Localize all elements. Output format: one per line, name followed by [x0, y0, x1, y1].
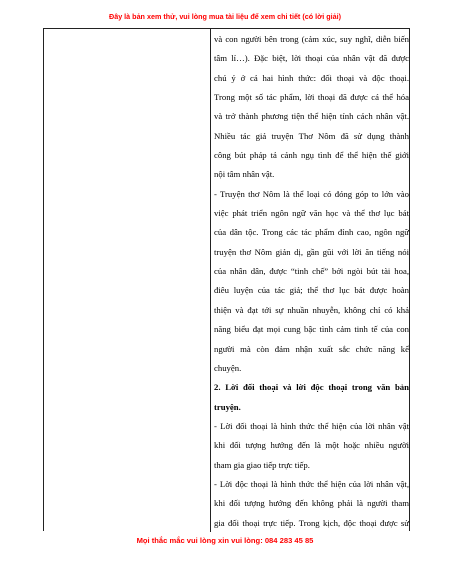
text-line: việc phát triển ngôn ngữ văn học và thể thơ lục bát [214, 208, 409, 219]
text-line: chuyện. [214, 362, 242, 373]
text-column [214, 30, 409, 530]
text-line: tham gia giao tiếp trực tiếp. [214, 459, 310, 470]
text-line: Trong một số tác phẩm, lời thoại đã được cá thể hóa [214, 92, 409, 103]
text-line: và con người bên trong (cảm xúc, suy nghĩ, diễn biến [214, 34, 409, 44]
preview-notice-banner: Đây là bản xem thử, vui lòng mua tài liệu để xem chi tiết (có lời giải) [109, 12, 341, 21]
text-line: Nhiều tác giả truyện Thơ Nôm đã sử dụng thành [214, 130, 409, 141]
text-line: khi đối tượng hướng đến là một hoặc nhiều người [214, 440, 409, 451]
section-heading: 2. Lời đối thoại và lời độc thoại trong văn bản [214, 382, 409, 393]
text-line: - Truyện thơ Nôm là thể loại có đóng góp to lớn vào [214, 188, 409, 199]
column-divider [210, 29, 211, 532]
text-line: năng biểu đạt mọi cung bậc tình cảm tinh tế của con [214, 324, 409, 335]
text-line: thiện và đạt tới sự nhuần nhuyễn, không chỉ có khả [214, 304, 409, 315]
text-line: truyện thơ Nôm giản dị, gần gũi với lời ăn tiếng nói [214, 246, 409, 257]
section-heading: truyện. [214, 401, 241, 412]
text-line: của nhân dân, được “tinh chế” bởi ngòi bút tài hoa, [214, 266, 409, 277]
text-line: - Lời đối thoại là hình thức thể hiện của lời nhân vật [214, 420, 409, 431]
text-line: và trở thành phương tiện thể hiện tính cách nhân vật. [214, 111, 409, 122]
text-line: gia đối thoại trực tiếp. Trong kịch, độc thoại được sử [214, 517, 409, 528]
text-line: nội tâm nhân vật. [214, 169, 275, 180]
text-line: người mà còn đảm nhận xuất sắc chức năng kể [214, 343, 409, 354]
text-line: khi đối tượng hướng đến không phải là người tham [214, 498, 409, 509]
text-line: của dân tộc. Trong các tác phẩm đỉnh cao, ngôn ngữ [214, 227, 409, 238]
contact-banner: Mọi thắc mắc vui lòng xin vui lòng: 084 283 45 85 [136, 536, 314, 545]
content-table [43, 28, 410, 531]
text-line: công bút pháp tả cảnh ngụ tình để thể hiện thế giới [214, 150, 409, 161]
text-line: - Lời độc thoại là hình thức thể hiện của lời nhân vật, [214, 478, 409, 489]
text-line: tâm lí…). Đặc biệt, lời thoại của nhân vật đã được [214, 53, 409, 64]
text-line: điêu luyện của tác giả; thể thơ lục bát được hoàn [214, 285, 409, 296]
text-line: chú ý ở cả hai hình thức: đối thoại và độc thoại. [214, 72, 409, 83]
